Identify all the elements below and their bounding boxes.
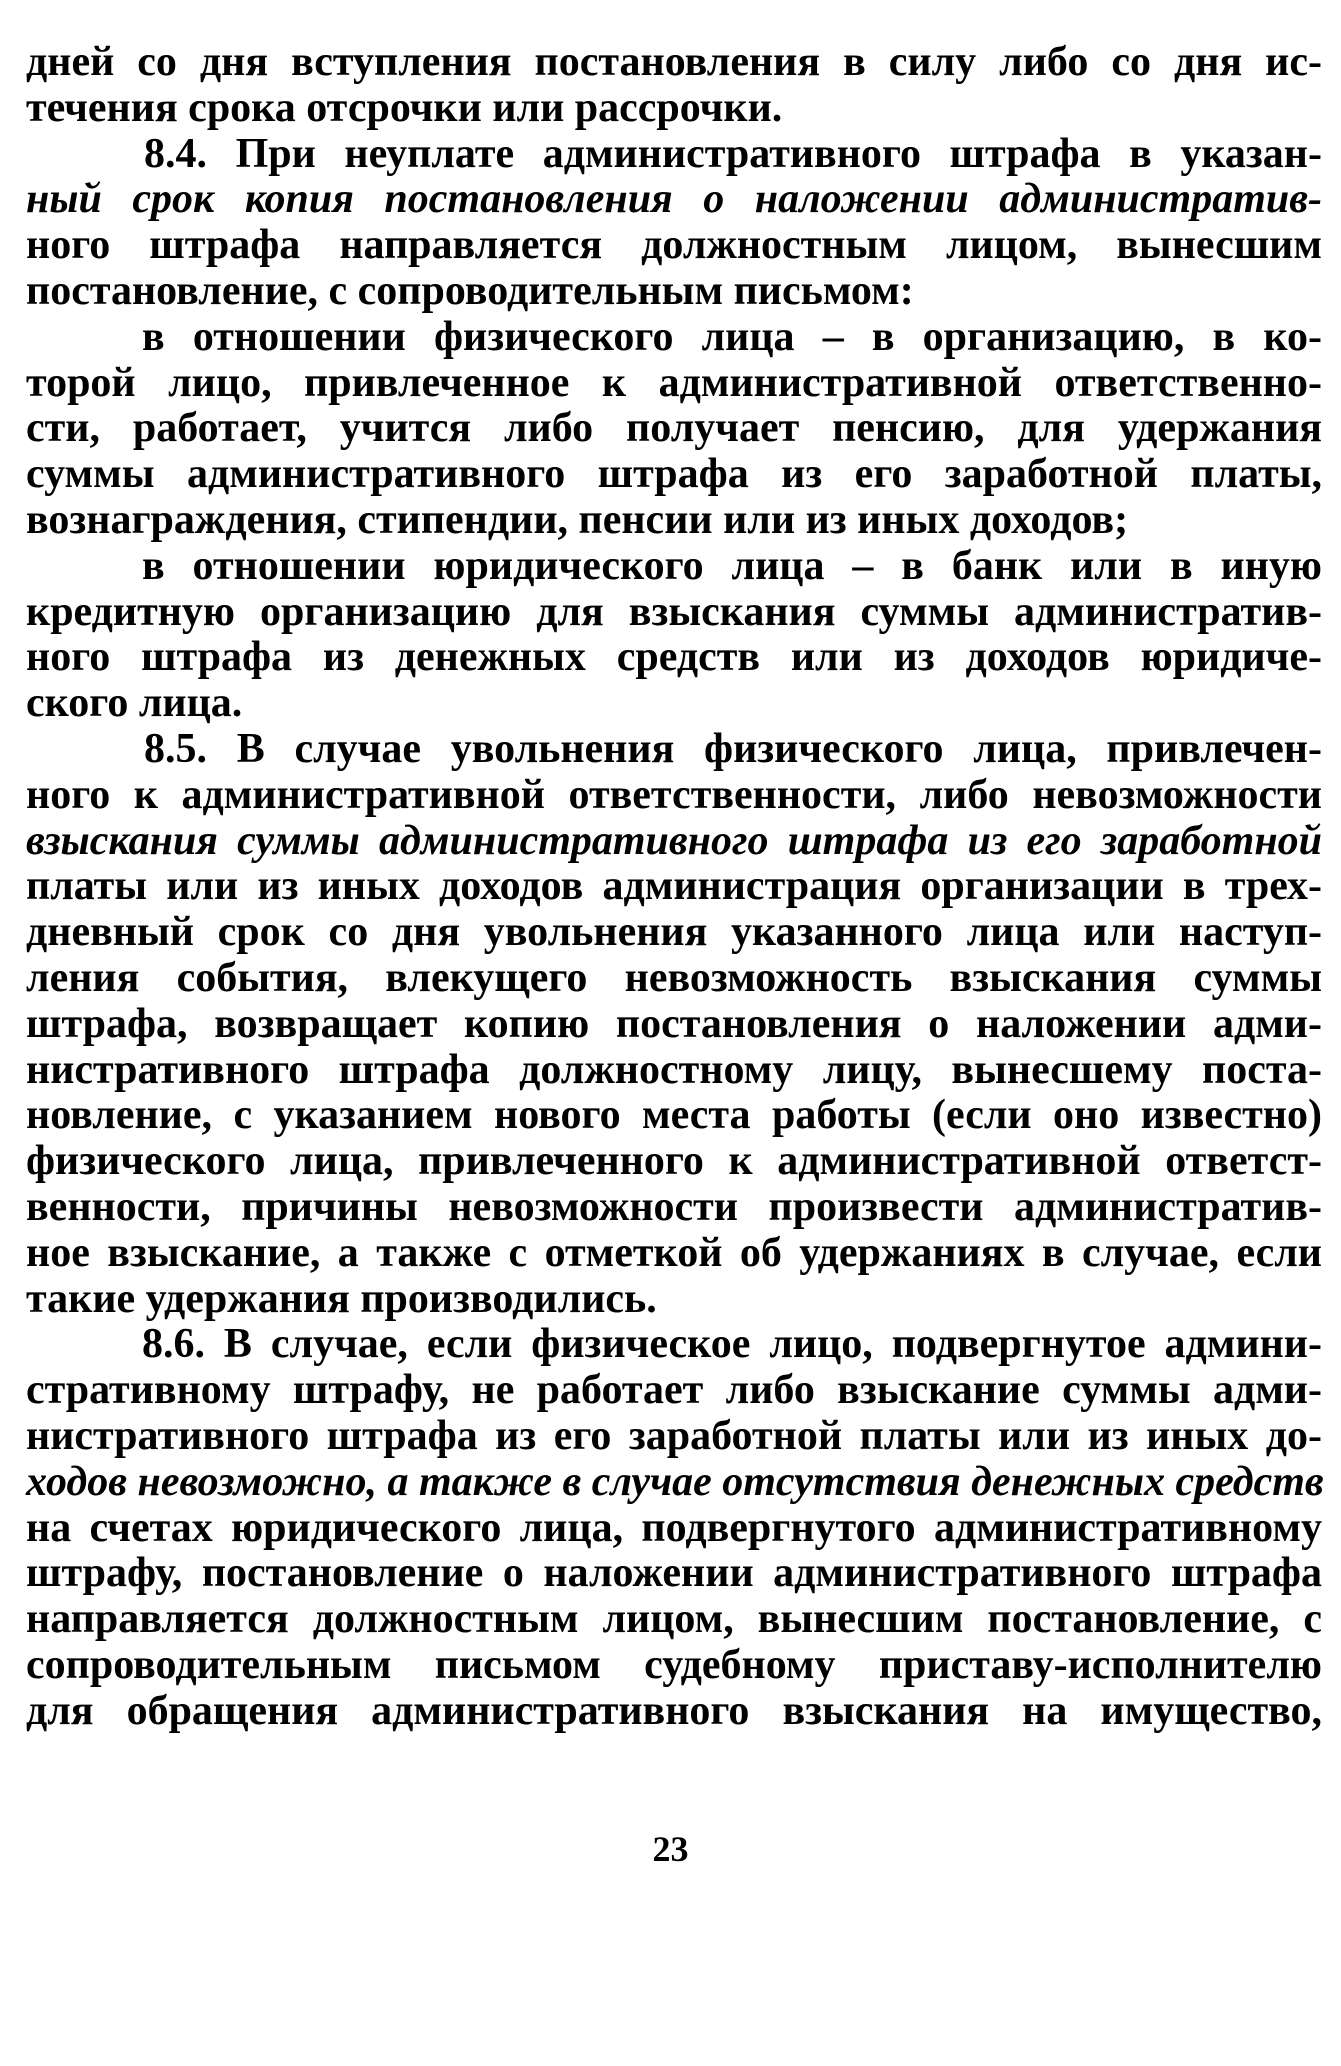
page-number: 23 bbox=[652, 1829, 689, 1869]
text-line: сти, работает, учится либо получает пенсию, для удержания bbox=[26, 405, 1322, 452]
text-line: постановление, с сопроводительным письмом: bbox=[26, 267, 914, 314]
text-line: ный срок копия постановления о наложении административ- bbox=[26, 176, 1322, 223]
text-line: взыскания суммы административного штрафа из его заработной bbox=[26, 817, 1322, 864]
text-line: вознаграждения, стипендии, пенсии или из иных доходов; bbox=[26, 496, 1129, 543]
text-line: венности, причины невозможности произвести административ- bbox=[26, 1183, 1322, 1230]
text-line: ления события, влекущего невозможность взыскания суммы bbox=[26, 954, 1322, 1001]
text-line: такие удержания производились. bbox=[26, 1275, 657, 1322]
text-line: нистративного штрафа должностному лицу, вынесшему поста- bbox=[26, 1046, 1322, 1093]
text-line: 8.5. В случае увольнения физического лица, привлечен- bbox=[144, 725, 1322, 772]
text-line: в отношении физического лица – в организацию, в ко- bbox=[142, 313, 1322, 360]
text-line: ного штрафа направляется должностным лицом, вынесшим bbox=[26, 222, 1322, 269]
text-line: суммы административного штрафа из его заработной платы, bbox=[26, 451, 1322, 498]
text-line: на счетах юридического лица, подвергнутого административному bbox=[26, 1504, 1322, 1551]
text-line: нистративного штрафа из его заработной платы или из иных до- bbox=[26, 1412, 1322, 1459]
text-line: торой лицо, привлеченное к административной ответственно- bbox=[26, 359, 1322, 406]
text-line: кредитную организацию для взыскания суммы административ- bbox=[26, 588, 1322, 635]
text-line: платы или из иных доходов администрация организации в трех- bbox=[26, 863, 1322, 910]
text-line: дневный срок со дня увольнения указанного лица или наступ- bbox=[26, 909, 1322, 956]
page-body bbox=[26, 40, 1322, 1734]
text-line: штрафу, постановление о наложении административного штрафа bbox=[26, 1550, 1322, 1597]
text-line: течения срока отсрочки или рассрочки. bbox=[26, 84, 783, 131]
text-line: физического лица, привлеченного к административной ответст- bbox=[26, 1138, 1322, 1185]
text-line: ского лица. bbox=[26, 680, 243, 727]
text-line: ходов невозможно, а также в случае отсутствия денежных средств bbox=[26, 1458, 1324, 1505]
text-line: ного к административной ответственности, либо невозможности bbox=[26, 771, 1322, 818]
text-line: в отношении юридического лица – в банк или в иную bbox=[142, 542, 1322, 589]
text-line: новление, с указанием нового места работы (если оно известно) bbox=[26, 1092, 1322, 1139]
text-line: направляется должностным лицом, вынесшим постановление, с bbox=[26, 1596, 1322, 1643]
text-line: 8.6. В случае, если физическое лицо, подвергнутое админи- bbox=[142, 1321, 1322, 1368]
text-line: ное взыскание, а также с отметкой об удержаниях в случае, если bbox=[26, 1229, 1322, 1276]
text-line: сопроводительным письмом судебному приставу-исполнителю bbox=[26, 1641, 1322, 1688]
text-line: 8.4. При неуплате административного штрафа в указан- bbox=[144, 130, 1322, 177]
text-line: дней со дня вступления постановления в силу либо со дня ис- bbox=[26, 39, 1322, 85]
text-line: ного штрафа из денежных средств или из доходов юридиче- bbox=[26, 634, 1322, 681]
text-line: для обращения административного взыскания на имущество, bbox=[26, 1687, 1322, 1734]
text-line: штрафа, возвращает копию постановления о наложении адми- bbox=[26, 1000, 1322, 1047]
text-line: стративному штрафу, не работает либо взыскание суммы адми- bbox=[26, 1367, 1322, 1414]
